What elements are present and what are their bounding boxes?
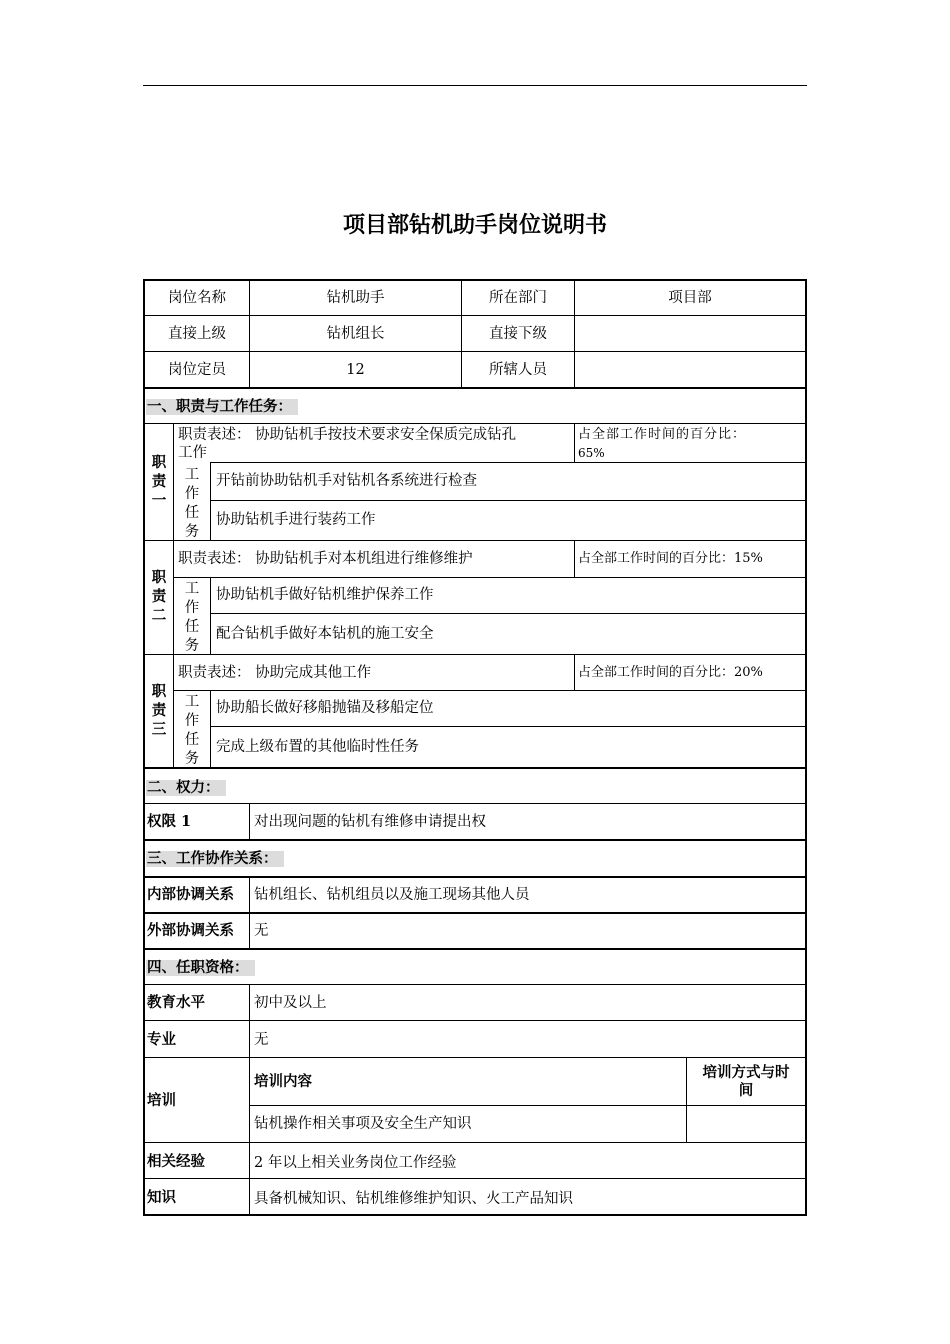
authority-label: 权限 1 [147,813,192,830]
training-content: 钻机操作相关事项及安全生产知识 [254,1116,472,1132]
major-value: 无 [254,1032,269,1048]
duty-3-description: 职责表述： 协助完成其他工作 [178,665,372,681]
duty-1-task-1: 开钻前协助钻机手对钻机各系统进行检查 [216,473,477,489]
duty-2-task-1: 协助钻机手做好钻机维护保养工作 [216,587,434,603]
duty-1-description: 职责表述： 协助钻机手按技术要求安全保质完成钻孔 工作 [178,427,517,461]
section-authority-heading: 二、权力： [146,779,226,797]
duty-3-task-2: 完成上级布置的其他临时性任务 [216,739,419,755]
education-label: 教育水平 [147,995,205,1011]
page-title: 项目部钻机助手岗位说明书 [342,213,607,238]
section-relations-heading: 三、工作协作关系： [146,850,284,868]
training-label: 培训 [147,1093,176,1109]
duty-1-task-2: 协助钻机手进行装药工作 [216,512,376,528]
duty-2-description: 职责表述： 协助钻机手对本机组进行维修维护 [178,551,473,567]
supervisor-value: 钻机组长 [326,326,385,342]
position-name-value: 钻机助手 [326,290,385,306]
duty-2-percent: 占全部工作时间的百分比：15% [578,551,763,566]
duty-2-label: 职 责 二 [151,570,167,624]
department-label: 所在部门 [489,290,547,306]
headcount-label: 岗位定员 [168,362,226,378]
duty-1-task-word: 工 作 任 务 [184,467,200,540]
training-content-header: 培训内容 [254,1074,312,1090]
duty-1-label: 职 责 一 [151,455,167,509]
staff-label: 所辖人员 [489,362,547,378]
knowledge-value: 具备机械知识、钻机维修维护知识、火工产品知识 [254,1191,573,1207]
duty-3-task-1: 协助船长做好移船抛锚及移船定位 [216,700,434,716]
experience-value: 2 年以上相关业务岗位工作经验 [254,1155,457,1171]
duty-3-percent: 占全部工作时间的百分比：20% [578,665,763,680]
duty-3-label: 职 责 三 [151,684,167,738]
external-relations-value: 无 [254,923,269,939]
section-duties-heading: 一、职责与工作任务： [146,398,298,416]
department-value: 项目部 [668,290,712,306]
training-method-header: 培训方式与时 间 [702,1065,790,1099]
subordinate-label: 直接下级 [489,326,547,342]
position-name-label: 岗位名称 [168,290,226,306]
internal-relations-label: 内部协调关系 [147,887,234,903]
headcount-value: 12 [346,362,365,378]
internal-relations-value: 钻机组长、钻机组员以及施工现场其他人员 [254,887,530,903]
duty-2-task-2: 配合钻机手做好本钻机的施工安全 [216,626,434,642]
major-label: 专业 [147,1032,176,1048]
duty-1-percent: 占全部工作时间的百分比： 65% [578,427,747,460]
external-relations-label: 外部协调关系 [147,923,234,939]
authority-value: 对出现问题的钻机有维修申请提出权 [254,814,486,830]
knowledge-label: 知识 [147,1190,176,1206]
experience-label: 相关经验 [147,1154,205,1170]
section-qualifications-heading: 四、任职资格： [146,959,255,977]
supervisor-label: 直接上级 [168,326,226,342]
education-value: 初中及以上 [254,995,327,1011]
duty-2-task-word: 工 作 任 务 [184,581,200,654]
duty-3-task-word: 工 作 任 务 [184,694,200,767]
